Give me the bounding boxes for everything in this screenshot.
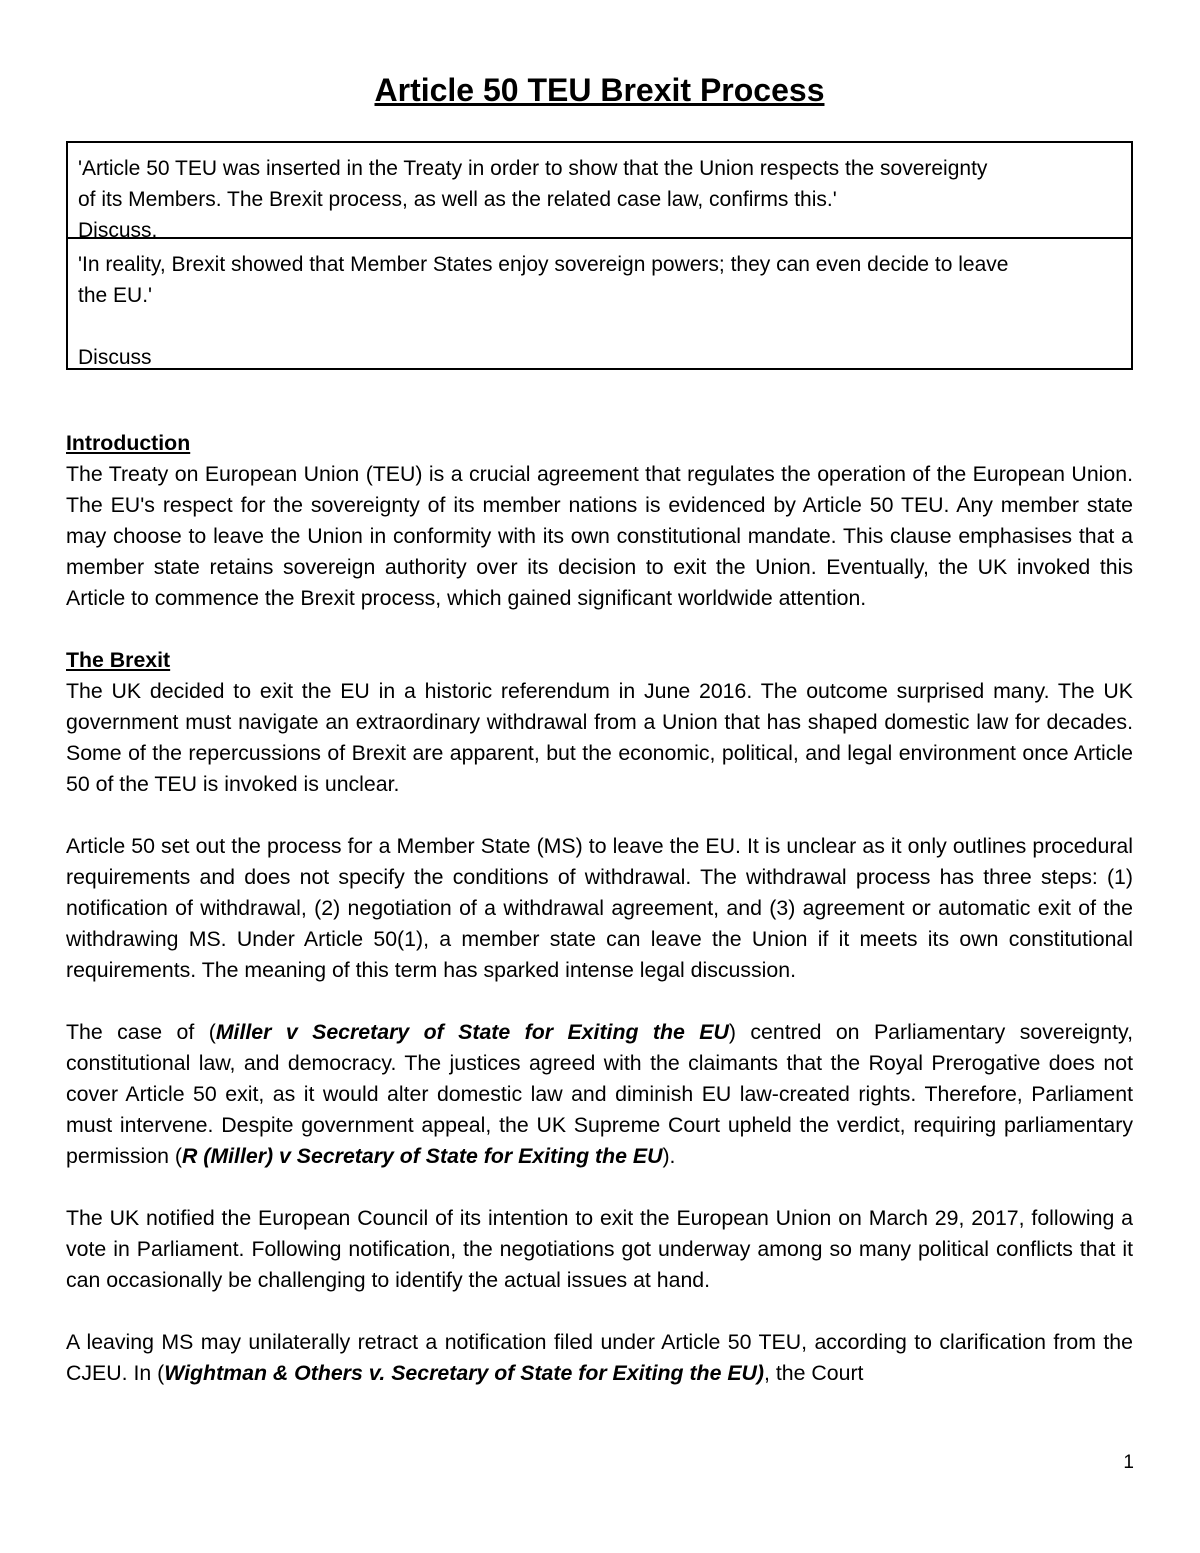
essay-question-box [66, 141, 1133, 370]
question-1-line-1: 'Article 50 TEU was inserted in the Treaty in order to show that the Union respects the sovereignty [78, 157, 988, 180]
brexit-paragraph-3 [66, 1017, 1133, 1172]
question-2-line-1: 'In reality, Brexit showed that Member States enjoy sovereign powers; they can even decide to leave [78, 253, 1009, 276]
introduction-heading: Introduction [66, 431, 191, 455]
brexit-paragraph-5 [66, 1327, 1133, 1389]
p5-text-b: , the Court [764, 1361, 864, 1385]
case-citation-miller: Miller v Secretary of State for Exiting the EU [215, 1020, 729, 1044]
brexit-paragraph-2: Article 50 set out the process for a Member State (MS) to leave the EU. It is unclear as it only outlines procedural requirements and does not specify the conditions of withdrawal. The withdrawal process has three steps: (1) notification of withdrawal, (2) negotiation of a withdrawal agreement, and (3) agreement or automatic exit of the withdrawing MS. Under Article 50(1), a member state can leave the Union if it meets its own constitutional requirements. The meaning of this term has sparked intense legal discussion. [66, 834, 1133, 982]
brexit-heading: The Brexit [66, 648, 171, 672]
brexit-paragraph-4: The UK notified the European Council of its intention to exit the European Union on March 29, 2017, following a vote in Parliament. Following notification, the negotiations got underway among so many political conflicts that it can occasionally be challenging to identify the actual issues at hand. [66, 1206, 1133, 1292]
introduction-paragraph: The Treaty on European Union (TEU) is a crucial agreement that regulates the operation of the European Union. The EU's respect for the sovereignty of its member nations is evidenced by Article 50 TEU. Any member state may choose to leave the Union in conformity with its own constitutional mandate. This clause emphasises that a member state retains sovereign authority over its decision to exit the Union. Eventually, the UK invoked this Article to commence the Brexit process, which gained significant worldwide attention. [66, 462, 1133, 610]
question-1-line-2: of its Members. The Brexit process, as well as the related case law, confirms this.' [78, 188, 837, 211]
p3-text-b: ) centred on Parliamentary sovereignty, constitutional law, and democracy. The justices agreed with the claimants that the Royal Prerogative does not cover Article 50 exit, as it would alter domestic law and diminish EU law-created rights. Therefore, Parliament must intervene. Despite government appeal, the UK Supreme Court upheld the verdict, requiring parliamentary permission ( [66, 1020, 1133, 1168]
question-2-line-2: the EU.' [78, 284, 153, 307]
question-1 [68, 143, 1131, 242]
document-body [66, 428, 1133, 1389]
case-citation-wightman: Wightman & Others v. Secretary of State for Exiting the EU) [164, 1361, 765, 1385]
document-title: Article 50 TEU Brexit Process [374, 72, 825, 108]
question-2 [68, 239, 1131, 368]
p3-text-c: ). [662, 1144, 676, 1168]
p3-text-a: The case of ( [66, 1020, 216, 1044]
p5-text-a: A leaving MS may unilaterally retract a notification filed under Article 50 TEU, according to clarification from the CJEU. In ( [66, 1330, 1133, 1385]
brexit-paragraph-1: The UK decided to exit the EU in a historic referendum in June 2016. The outcome surprised many. The UK government must navigate an extraordinary withdrawal from a Union that has shaped domestic law for decades. Some of the repercussions of Brexit are apparent, but the economic, political, and legal environment once Article 50 of the TEU is invoked is unclear. [66, 679, 1133, 796]
question-1-line-3: Discuss. [78, 219, 158, 242]
page-number: 1 [1123, 1452, 1134, 1473]
question-2-line-3: Discuss [78, 346, 152, 369]
case-citation-r-miller: R (Miller) v Secretary of State for Exiting the EU [181, 1144, 663, 1168]
